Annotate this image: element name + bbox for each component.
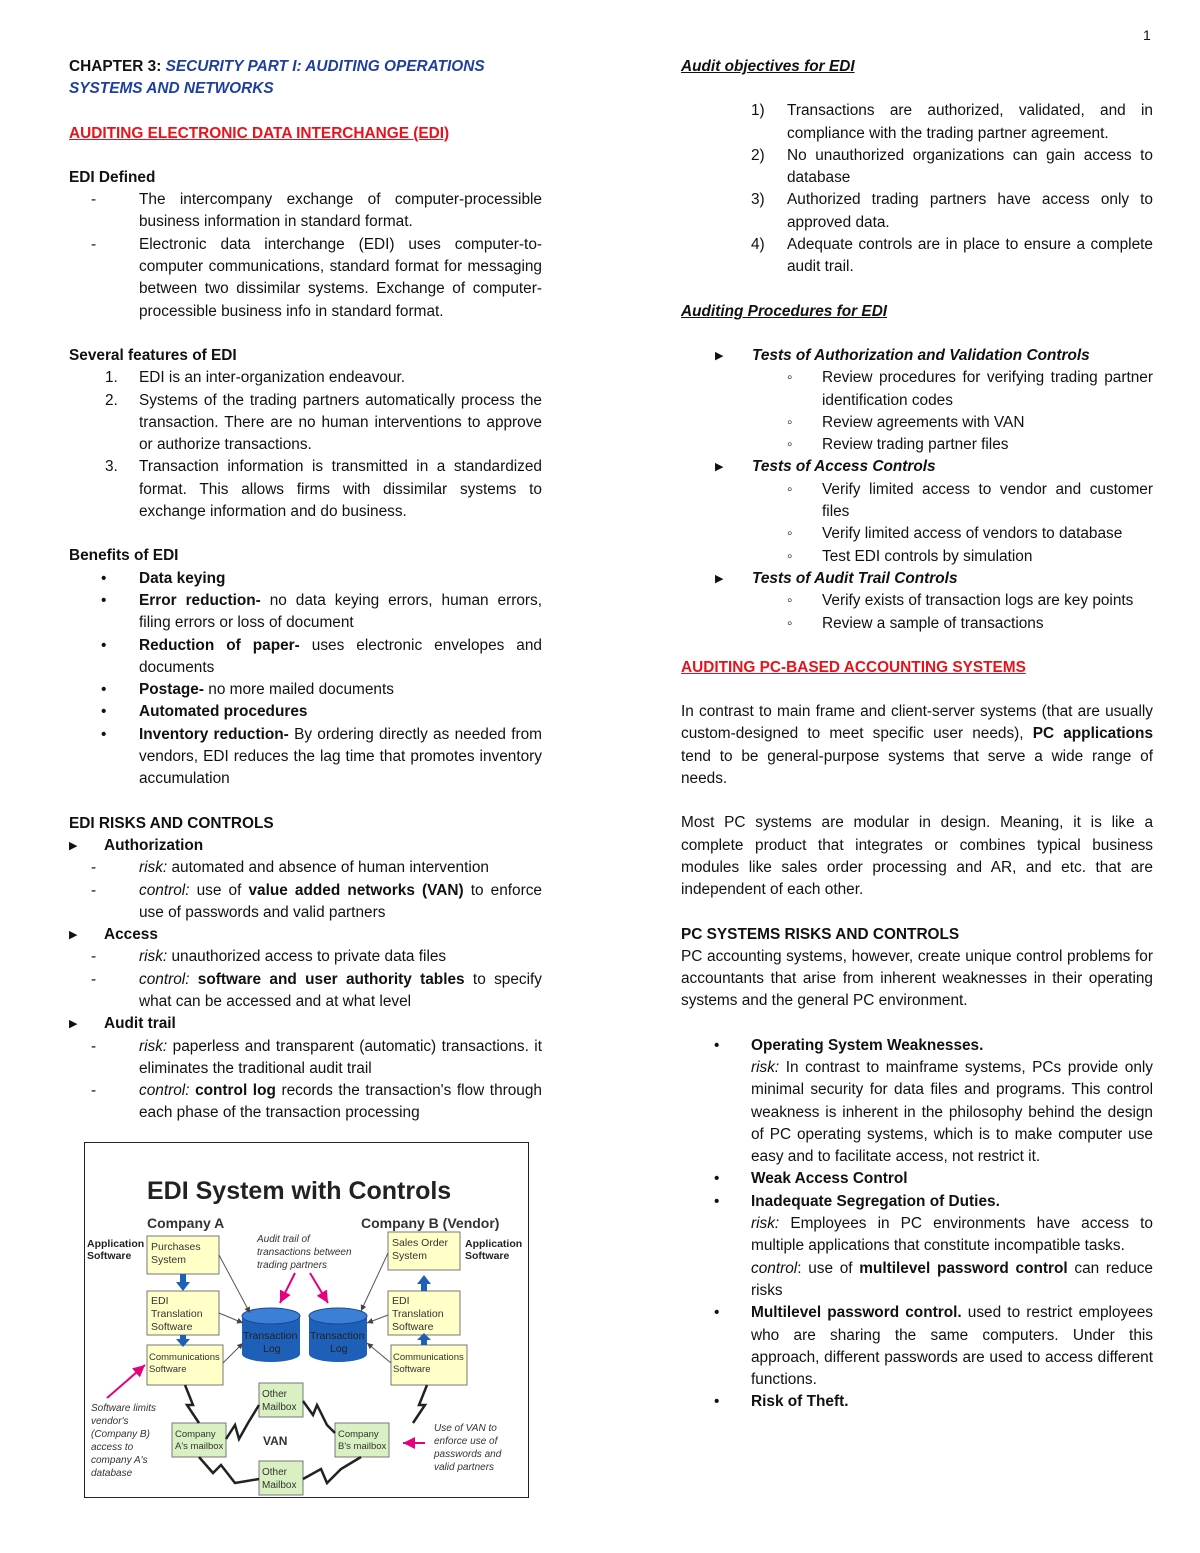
list-item: ◦ Review procedures for verifying trading partner identification codes — [787, 369, 1153, 409]
chapter-title — [69, 56, 542, 101]
svg-text:Transaction: Transaction — [310, 1330, 365, 1342]
list-item: • Weak Access Control — [714, 1170, 908, 1188]
test-group: ▶ Tests of Access Controls — [715, 458, 936, 476]
svg-text:Purchases: Purchases — [151, 1241, 201, 1253]
svg-text:A's mailbox: A's mailbox — [175, 1441, 224, 1452]
svg-text:EDI: EDI — [151, 1295, 169, 1307]
list-item: - risk: paperless and transparent (automatic) transactions. it eliminates the traditional audit trail — [91, 1037, 542, 1077]
svg-text:Audit trail of: Audit trail of — [257, 1234, 310, 1245]
app-software-left: Application — [87, 1238, 145, 1250]
svg-text:Software limits: Software limits — [91, 1403, 157, 1414]
svg-text:Communications: Communications — [393, 1352, 464, 1363]
svg-text:Mailbox: Mailbox — [262, 1402, 297, 1413]
svg-text:enforce use of: enforce use of — [434, 1436, 498, 1447]
list-item: - control: control log records the transaction's flow through each phase of the transaction processing — [91, 1082, 542, 1122]
list-item: ◦ Verify limited access to vendor and customer files — [787, 480, 1153, 521]
svg-text:Software: Software — [393, 1364, 431, 1375]
list-item: 1) Transactions are authorized, validated, and in compliance with the trading partner agreement. — [751, 102, 1153, 142]
paragraph: PC accounting systems, however, create unique control problems for accountants that arise from inherent weaknesses in their operating systems and the general PC environment. — [681, 947, 1153, 1010]
svg-text:vendor's: vendor's — [91, 1416, 129, 1427]
svg-text:Other: Other — [262, 1467, 288, 1478]
svg-text:Mailbox: Mailbox — [262, 1480, 297, 1491]
svg-text:valid partners: valid partners — [434, 1462, 495, 1473]
list-item: • Reduction of paper- uses electronic envelopes and documents — [101, 636, 542, 676]
right-column — [681, 56, 1153, 1414]
svg-text:Use of VAN to: Use of VAN to — [434, 1423, 497, 1434]
chapter-prefix: CHAPTER 3: — [69, 58, 162, 75]
list-item: ◦ Test EDI controls by simulation — [787, 547, 1033, 565]
svg-text:System: System — [151, 1254, 187, 1266]
svg-text:Log: Log — [330, 1343, 348, 1355]
list-item: 3) Authorized trading partners have access only to approved data. — [751, 191, 1153, 231]
test-group: ▶ Tests of Audit Trail Controls — [715, 569, 958, 587]
app-software-left-2: Software — [87, 1250, 132, 1262]
list-item: ◦ Review trading partner files — [787, 436, 1009, 454]
test-group: ▶ Tests of Authorization and Validation Controls — [715, 346, 1090, 364]
list-item: • Multilevel password control. used to restrict employees who are sharing the same computers. Under this approach, different passwords are used to access different functions. — [714, 1304, 1153, 1389]
list-item: 2. Systems of the trading partners automatically process the transaction. There are no human interventions to approve or authorize transactions. — [105, 391, 542, 454]
svg-text:Translation: Translation — [392, 1308, 444, 1320]
paragraph: In contrast to main frame and client-server systems (that are usually custom-designed to meet specific user needs), PC applications tend to be general-purpose systems that serve a wide range of needs. — [681, 703, 1154, 788]
svg-text:passwords and: passwords and — [434, 1449, 502, 1460]
paragraph: Most PC systems are modular in design. Meaning, it is like a complete product that integrates or combines typical business modules like sales order processing and AR, and etc. that are independent of each other. — [681, 814, 1153, 899]
list-item: - Electronic data interchange (EDI) uses computer-to-computer communications, standard format for messaging between two dissimilar systems. Exchange of computer-processible business info in standard format. — [91, 235, 542, 320]
list-item: ◦ Verify limited access of vendors to database — [787, 525, 1123, 543]
svg-text:(Company B): (Company B) — [91, 1429, 150, 1440]
features-heading: Several features of EDI — [69, 346, 237, 364]
svg-text:Software: Software — [149, 1364, 187, 1375]
van-label: VAN — [263, 1434, 288, 1448]
svg-text:trading partners: trading partners — [257, 1260, 328, 1271]
svg-text:Transaction: Transaction — [243, 1330, 298, 1342]
app-software-right-2: Software — [465, 1250, 510, 1262]
list-item: - The intercompany exchange of computer-processible business information in standard format. — [91, 191, 542, 231]
list-item: - control: software and user authority tables to specify what can be accessed and at what level — [91, 970, 542, 1010]
list-item: • Inventory reduction- By ordering directly as needed from vendors, EDI reduces the lag time that promotes inventory accumulation — [101, 725, 542, 788]
chapter-title-line2: SYSTEMS AND NETWORKS — [69, 80, 274, 98]
list-item: 2) No unauthorized organizations can gain access to database — [751, 146, 1153, 187]
transaction-log-right — [309, 1308, 367, 1362]
svg-text:Other: Other — [262, 1389, 288, 1400]
list-item: • Inadequate Segregation of Duties. risk: Employees in PC environments have access to multiple applications that constitute incompatible tasks. control: use of multilevel password control can reduce risks — [714, 1192, 1153, 1299]
list-item: • Operating System Weaknesses. risk: In contrast to mainframe systems, PCs provide only minimal security for data files and programs. This control weakness is inherent in the philosophy behind the design of PC operating systems, which is to make computer use easy and to facilitate access, not restrict it. — [714, 1036, 1153, 1166]
list-item: - control: use of value added networks (VAN) to enforce use of passwords and valid partners — [91, 881, 542, 921]
section-title-edi: AUDITING ELECTRONIC DATA INTERCHANGE (EDI) — [69, 124, 450, 142]
list-item: ◦ Verify exists of transaction logs are key points — [787, 592, 1134, 610]
svg-text:Company: Company — [175, 1429, 216, 1440]
svg-text:EDI: EDI — [392, 1295, 410, 1307]
list-item: • Automated procedures — [101, 703, 308, 721]
svg-text:transactions between: transactions between — [257, 1247, 352, 1258]
svg-text:Log: Log — [263, 1343, 281, 1355]
list-item: - risk: unauthorized access to private data files — [91, 948, 447, 966]
transaction-log-left — [242, 1308, 300, 1362]
benefits-heading: Benefits of EDI — [69, 547, 179, 565]
left-column — [69, 56, 542, 1125]
risk-category: ▶ Audit trail — [69, 1015, 176, 1033]
list-item: ◦ Review a sample of transactions — [787, 614, 1044, 632]
svg-text:System: System — [392, 1250, 428, 1262]
svg-text:Sales Order: Sales Order — [392, 1237, 449, 1249]
list-item: 4) Adequate controls are in place to ensure a complete audit trail. — [751, 236, 1153, 276]
company-a-label: Company A — [147, 1215, 225, 1231]
list-item: • Data keying — [101, 569, 226, 587]
svg-text:company A's: company A's — [91, 1455, 148, 1466]
edi-diagram — [84, 1142, 529, 1498]
list-item: • Postage- no more mailed documents — [101, 681, 394, 699]
section-title-pc: AUDITING PC-BASED ACCOUNTING SYSTEMS — [681, 658, 1026, 676]
svg-text:B's mailbox: B's mailbox — [338, 1441, 387, 1452]
list-item: ◦ Review agreements with VAN — [787, 413, 1025, 431]
page-number: 1 — [1143, 27, 1151, 43]
list-item: • Error reduction- no data keying errors, human errors, filing errors or loss of document — [101, 591, 542, 632]
svg-text:Software: Software — [392, 1321, 434, 1333]
company-b-label: Company B (Vendor) — [361, 1215, 500, 1231]
objectives-heading: Audit objectives for EDI — [681, 58, 855, 75]
svg-text:Translation: Translation — [151, 1308, 203, 1320]
diagram-title: EDI System with Controls — [147, 1177, 452, 1205]
pc-risks-heading: PC SYSTEMS RISKS AND CONTROLS — [681, 925, 960, 943]
chapter-title-line1: SECURITY PART I: AUDITING OPERATIONS — [165, 58, 485, 75]
svg-text:Communications: Communications — [149, 1352, 220, 1363]
svg-text:database: database — [91, 1468, 133, 1479]
edi-defined-heading: EDI Defined — [69, 168, 156, 186]
svg-text:Company: Company — [338, 1429, 379, 1440]
risk-category: ▶ Authorization — [69, 836, 204, 854]
list-item: • Risk of Theft. — [714, 1393, 849, 1411]
list-item: 1. EDI is an inter-organization endeavour. — [105, 369, 406, 387]
app-software-right: Application — [465, 1238, 523, 1250]
svg-text:access to: access to — [91, 1442, 134, 1453]
risk-category: ▶ Access — [69, 926, 158, 944]
risks-heading: EDI RISKS AND CONTROLS — [69, 814, 274, 832]
list-item: - risk: automated and absence of human intervention — [91, 859, 489, 877]
svg-text:Software: Software — [151, 1321, 193, 1333]
procedures-heading: Auditing Procedures for EDI — [681, 302, 888, 320]
list-item: 3. Transaction information is transmitted in a standardized format. This allows firms with dissimilar systems to exchange information and do business. — [105, 458, 542, 521]
